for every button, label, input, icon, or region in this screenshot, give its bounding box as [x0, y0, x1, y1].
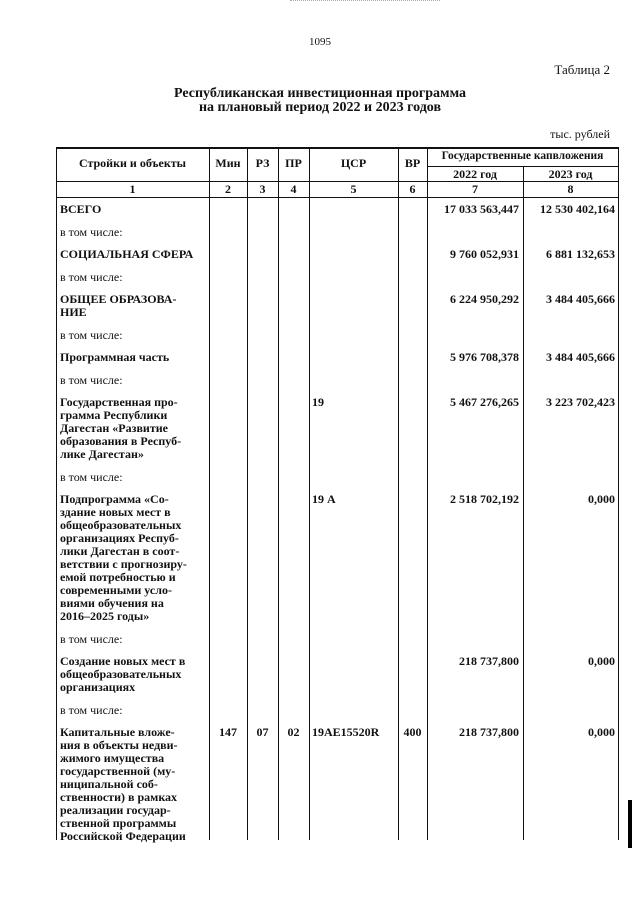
row-name-line: образования в Респуб-: [60, 434, 182, 448]
column-header-min: Мин: [215, 156, 241, 170]
row-value-2022: 6 224 950,292: [450, 292, 519, 306]
row-csr: 19 А: [312, 492, 336, 506]
row-name-line: Государственная про-: [60, 395, 178, 409]
row-value-2023: 0,000: [588, 725, 615, 739]
column-border: [309, 147, 310, 840]
row-name-line: ОБЩЕЕ ОБРАЗОВА-: [60, 292, 177, 306]
row-name-line: ниципальной соб-: [60, 777, 158, 791]
row-name-line: в том числе:: [60, 270, 123, 284]
row-csr: 19: [312, 395, 324, 409]
table-label: Таблица 2: [554, 62, 610, 77]
row-name-line: в том числе:: [60, 632, 123, 646]
column-number: 5: [350, 182, 357, 196]
column-header-2023: 2023 год: [548, 167, 593, 181]
row-value-2023: 3 484 405,666: [546, 350, 615, 364]
row-name-line: Российской Федерации: [60, 829, 186, 843]
column-header-2022: 2022 год: [453, 167, 497, 181]
row-name-line: ния в объекты недви-: [60, 738, 178, 752]
row-name-line: емой потребностью и: [60, 570, 176, 584]
row-name-line: 2016–2025 годы»: [60, 609, 150, 623]
column-border: [56, 147, 57, 840]
column-header-vr: ВР: [404, 156, 421, 170]
row-value-2023: 0,000: [588, 492, 615, 506]
row-name-line: СОЦИАЛЬНАЯ СФЕРА: [60, 247, 194, 261]
column-number: 1: [129, 182, 136, 196]
row-name-line: в том числе:: [60, 373, 123, 387]
row-name-line: в том числе:: [60, 328, 123, 342]
row-value-2023: 6 881 132,653: [546, 247, 615, 261]
row-vr: 400: [403, 725, 422, 739]
column-border: [618, 147, 619, 840]
scan-dots: [290, 0, 440, 3]
row-name-line: Подпрограмма «Со-: [60, 492, 169, 506]
row-name-line: грамма Республики: [60, 408, 168, 422]
row-value-2022: 5 467 276,265: [450, 395, 519, 409]
page-number: 1095: [309, 36, 331, 48]
row-name-line: жимого имущества: [60, 751, 165, 765]
table-top-border: [56, 147, 618, 149]
column-number: 3: [259, 182, 266, 196]
row-name-line: ственности) в рамках: [60, 790, 178, 804]
row-value-2022: 2 518 702,192: [450, 492, 519, 506]
row-csr: 19АЕ15520R: [312, 725, 380, 739]
row-name-line: НИЕ: [60, 305, 87, 319]
column-header-rz: РЗ: [255, 156, 270, 170]
number-row-border: [56, 197, 618, 198]
row-value-2023: 3 223 702,423: [546, 395, 615, 409]
page-title-line-1: Республиканская инвестиционная программа: [173, 86, 467, 101]
column-number: 8: [567, 182, 574, 196]
row-name-line: Программная часть: [60, 350, 170, 364]
row-value-2022: 17 033 563,447: [444, 202, 519, 216]
row-value-2022: 218 737,800: [459, 654, 519, 668]
row-name-line: Дагестан «Развитие: [60, 421, 168, 435]
row-name-line: организациях: [60, 680, 136, 694]
row-pr: 02: [287, 725, 300, 739]
column-number: 6: [409, 182, 416, 196]
page-title-line-2: на плановый период 2022 и 2023 годов: [198, 100, 442, 115]
row-name-line: общеобразовательных: [60, 518, 182, 532]
column-header-csr: ЦСР: [340, 156, 367, 170]
header-bottom-border: [56, 181, 618, 182]
column-number: 4: [290, 182, 297, 196]
row-name-line: здание новых мест в: [60, 505, 171, 519]
row-name-line: организациях Респуб-: [60, 531, 179, 545]
row-value-2023: 12 530 402,164: [540, 202, 615, 216]
row-name-line: ветствии с прогнозиру-: [60, 557, 187, 571]
scan-edge-mark: [628, 800, 632, 848]
row-name-line: Создание новых мест в: [60, 654, 186, 668]
row-value-2022: 218 737,800: [459, 725, 519, 739]
row-value-2023: 0,000: [588, 654, 615, 668]
row-min: 147: [219, 725, 237, 739]
row-value-2022: 9 760 052,931: [450, 247, 519, 261]
units-label: тыс. рублей: [550, 127, 610, 141]
row-name-line: общеобразовательных: [60, 667, 182, 681]
row-name-line: современными усло-: [60, 583, 172, 597]
row-name-line: лике Дагестан»: [60, 447, 144, 461]
row-name-line: в том числе:: [60, 470, 123, 484]
row-rz: 07: [256, 725, 269, 739]
row-name-line: виями обучения на: [60, 596, 164, 610]
column-number: 2: [225, 182, 231, 196]
column-header-gov: Государственные капвложения: [441, 150, 604, 162]
row-name-line: лики Дагестан в соот-: [60, 544, 180, 558]
row-name-line: в том числе:: [60, 703, 123, 717]
row-name-line: ственной программы: [60, 816, 177, 830]
row-value-2023: 3 484 405,666: [546, 292, 615, 306]
row-name-line: государственной (му-: [60, 764, 176, 778]
row-name-line: ВСЕГО: [60, 202, 102, 216]
row-name-line: в том числе:: [60, 225, 123, 239]
column-header-name: Стройки и объекты: [78, 156, 187, 170]
row-name-line: реализации государ-: [60, 803, 171, 817]
row-name-line: Капитальные вложе-: [60, 725, 175, 739]
column-number: 7: [472, 182, 478, 196]
column-header-pr: ПР: [285, 156, 302, 170]
row-value-2022: 5 976 708,378: [450, 350, 519, 364]
